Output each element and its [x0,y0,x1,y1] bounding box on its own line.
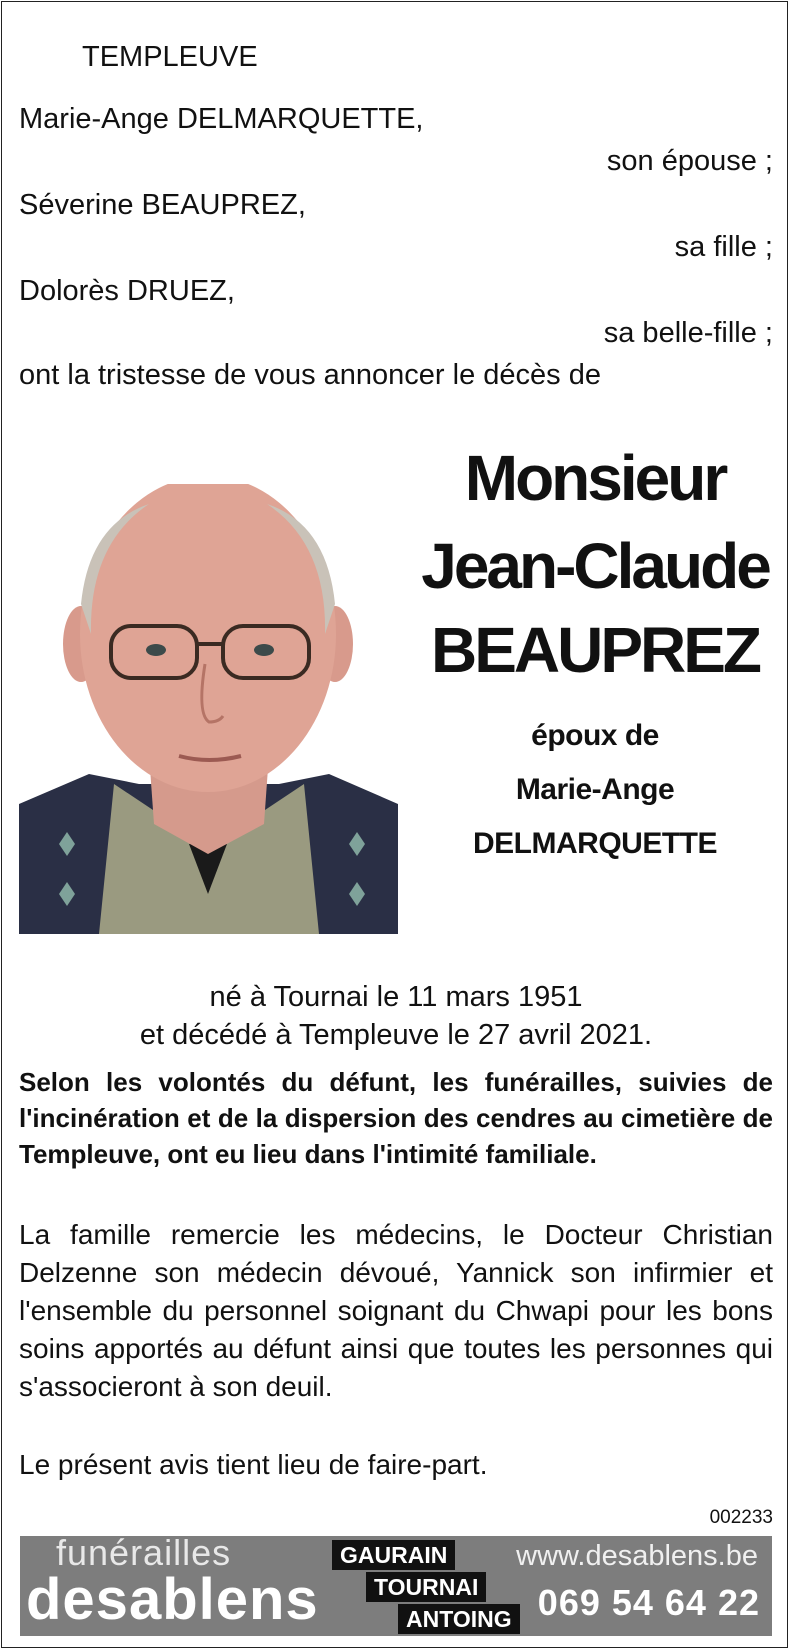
deceased-first-name: Jean-Claude [421,530,769,602]
announcement: ont la tristesse de vous annoncer le décès de [19,359,601,391]
phone-number[interactable]: 069 54 64 22 [537,1582,760,1623]
family-relation-1: son épouse ; [606,145,773,177]
spouse-line-2: Marie-Ange [515,773,675,806]
family-name-3: Dolorès DRUEZ, [19,275,235,307]
family-relation-3: sa belle-fille ; [603,317,773,349]
funeral-home-banner [20,1532,772,1636]
family-name-2: Séverine BEAUPREZ, [19,189,306,221]
deceased-portrait [19,484,398,934]
spouse-line-3: DELMARQUETTE [473,827,717,860]
town-tag-2: TOURNAI [366,1572,486,1602]
spouse-line-1: époux de [531,719,659,752]
brand-logo-text: desablens [26,1567,319,1632]
deceased-title: Monsieur [464,442,726,514]
family-relation-2: sa fille ; [674,231,773,263]
town-heading: TEMPLEUVE [82,41,258,73]
town-tag-3: ANTOING [398,1604,520,1634]
thanks-paragraph: La famille remercie les médecins, le Docteur Christian Delzenne son médecin dévoué, Yannick son infirmier et l'ensemble du personnel soignant du Chwapi pour les bons soins apportés au défunt ainsi que toutes les personnes qui s'associeront à son deuil. [19,1219,773,1402]
funeral-paragraph: Selon les volontés du défunt, les funérailles, suivies de l'incinération et de la dispersion des cendres au cimetière de Templeuve, ont eu lieu dans l'intimité familiale. [19,1067,773,1169]
death-date: et décédé à Templeuve le 27 avril 2021. [139,1019,653,1051]
notice-paragraph: Le présent avis tient lieu de faire-part. [19,1449,488,1480]
website-link[interactable]: www.desablens.be [516,1540,758,1572]
deceased-last-name: BEAUPREZ [430,614,760,686]
brand-tagline: funérailles [56,1532,232,1573]
family-name-1: Marie-Ange DELMARQUETTE, [19,103,424,135]
birth-date: né à Tournai le 11 mars 1951 [209,981,583,1013]
town-tag-1: GAURAIN [332,1540,455,1570]
reference-number: 002233 [709,1507,773,1528]
